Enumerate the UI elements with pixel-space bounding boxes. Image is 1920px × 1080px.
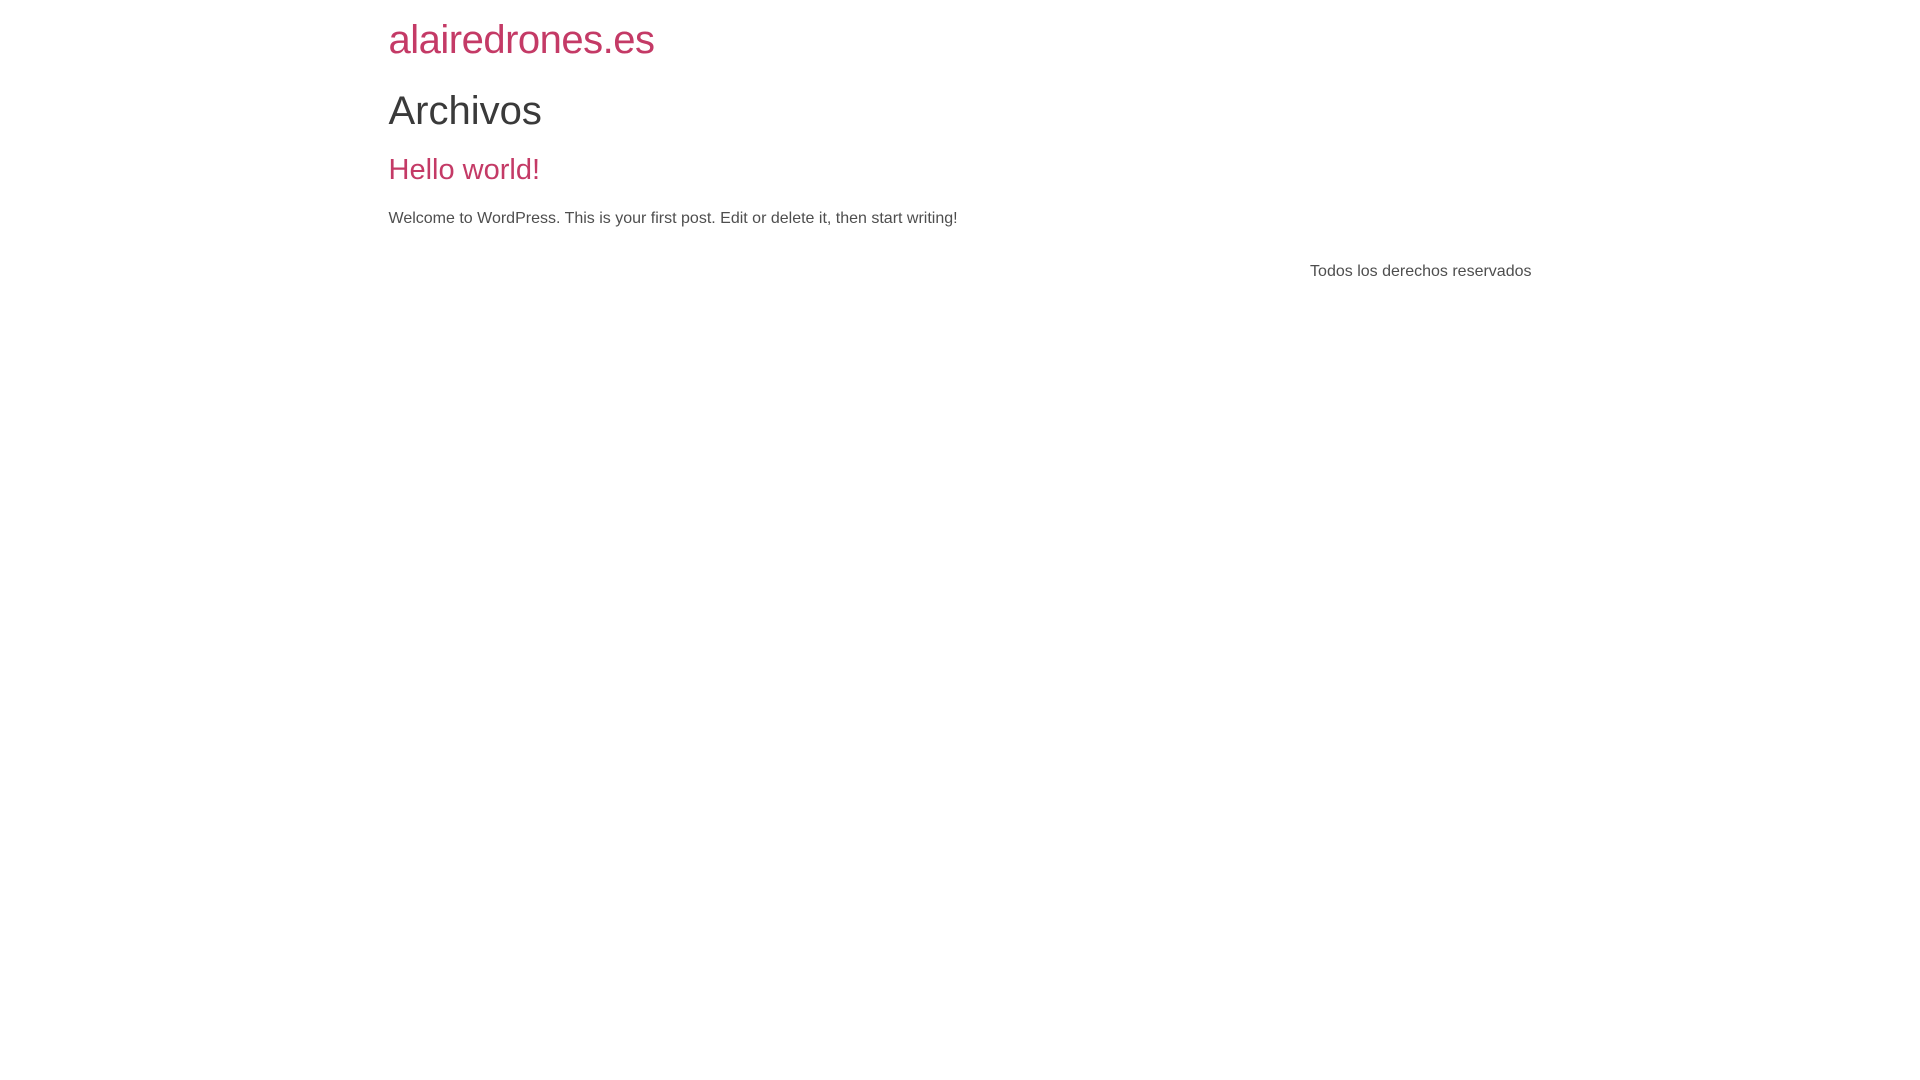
site-title-link[interactable]: alairedrones.es xyxy=(388,18,655,62)
post-title-link[interactable]: Hello world! xyxy=(388,154,540,186)
post-excerpt: Welcome to WordPress. This is your first post. Edit or delete it, then start writing! xyxy=(388,210,958,227)
footer-rights-text: Todos los derechos reservados xyxy=(1310,263,1532,280)
page-container xyxy=(389,0,1532,1080)
archive-heading: Archivos xyxy=(388,89,542,133)
